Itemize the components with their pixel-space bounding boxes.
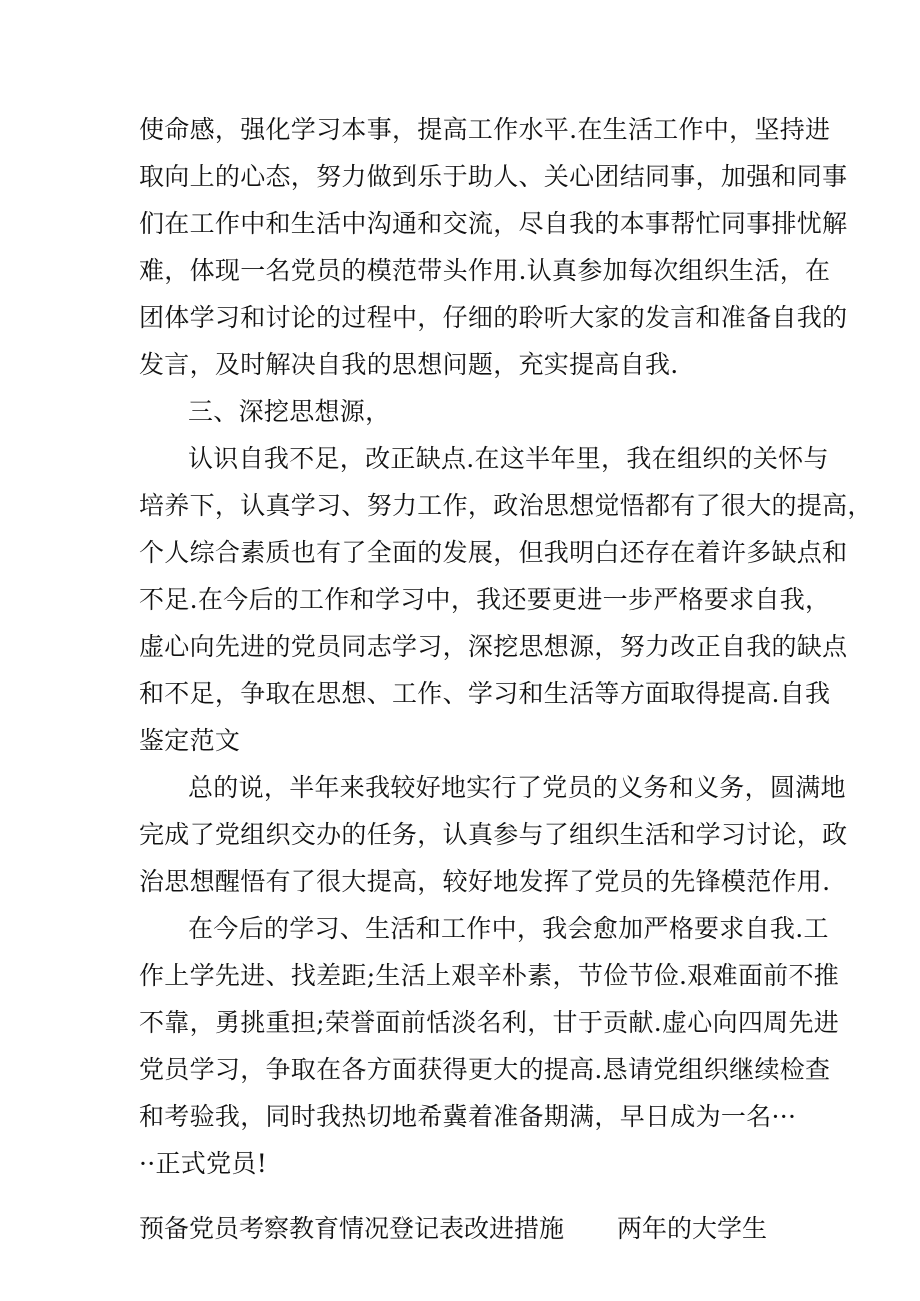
body-line: 鉴定范文 [139, 726, 241, 755]
body-line: 和不足，争取在思想、工作、学习和生活等方面取得提高.自我 [139, 679, 831, 708]
footer-left-text: 预备党员考察教育情况登记表改进措施 [139, 1214, 565, 1243]
body-line: 虚心向先进的党员同志学习，深挖思想源，努力改正自我的缺点 [139, 632, 848, 661]
body-line: 团体学习和讨论的过程中，仔细的聆听大家的发言和准备自我的 [139, 303, 848, 332]
body-line: ··正式党员! [139, 1149, 268, 1178]
body-line: 不足.在今后的工作和学习中，我还要更进一步严格要求自我， [139, 585, 831, 614]
body-line: 们在工作中和生活中沟通和交流，尽自我的本事帮忙同事排忧解 [139, 209, 848, 238]
footer-right-text: 两年的大学生 [617, 1214, 768, 1243]
body-line: 总的说，半年来我较好地实行了党员的义务和义务，圆满地 [188, 773, 846, 802]
body-line: 个人综合素质也有了全面的发展，但我明白还存在着许多缺点和 [139, 538, 848, 567]
body-line: 不靠，勇挑重担;荣誉面前恬淡名利，甘于贡献.虚心向四周先进 [139, 1008, 840, 1037]
body-line: 作上学先进、找差距;生活上艰辛朴素，节俭节俭.艰难面前不推 [139, 961, 840, 990]
body-line: 培养下，认真学习、努力工作，政治思想觉悟都有了很大的提高， [139, 491, 873, 520]
body-line: 取向上的心态，努力做到乐于助人、关心团结同事，加强和同事 [139, 162, 848, 191]
body-line: 发言，及时解决自我的思想问题，充实提高自我. [139, 350, 679, 379]
body-line: 在今后的学习、生活和工作中，我会愈加严格要求自我.工 [188, 914, 829, 943]
body-line: 难，体现一名党员的模范带头作用.认真参加每次组织生活，在 [139, 256, 831, 285]
body-line: 党员学习，争取在各方面获得更大的提高.恳请党组织继续检查 [139, 1055, 831, 1084]
section-heading: 三、深挖思想源， [188, 397, 391, 426]
body-line: 完成了党组织交办的任务，认真参与了组织生活和学习讨论，政 [139, 820, 848, 849]
body-line: 和考验我，同时我热切地希冀着准备期满，早日成为一名··· [139, 1102, 797, 1131]
body-line: 认识自我不足，改正缺点.在这半年里，我在组织的关怀与 [188, 444, 829, 473]
body-line: 使命感，强化学习本事，提高工作水平.在生活工作中，坚持进 [139, 115, 831, 144]
body-line: 治思想醒悟有了很大提高，较好地发挥了党员的先锋模范作用. [139, 867, 831, 896]
